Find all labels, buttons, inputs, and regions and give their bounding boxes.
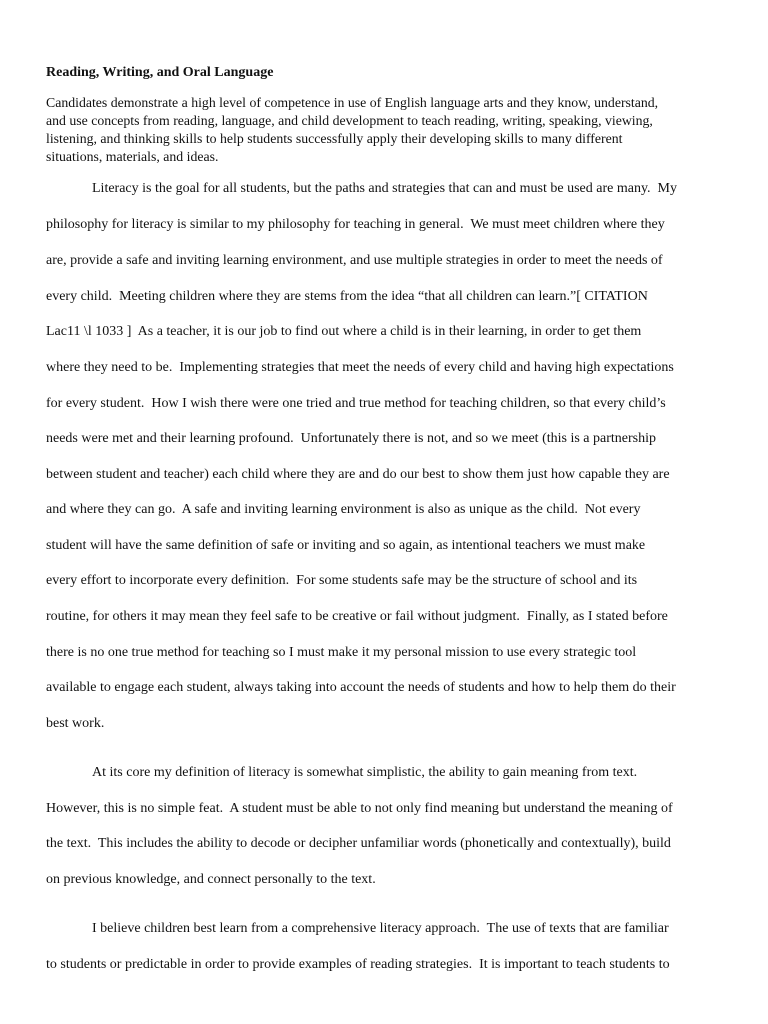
standard-line: Candidates demonstrate a high level of competence in use of English language arts and they know, understand, (46, 95, 659, 110)
paragraph-line: to students or predictable in order to provide examples of reading strategies. It is important to teach students to (46, 957, 670, 972)
paragraph-line: student will have the same definition of safe or inviting and so again, as intentional teachers we must make (46, 538, 646, 553)
paragraph-line: between student and teacher) each child where they are and do our best to show them just how capable they are (46, 467, 670, 482)
paragraph-line: I believe children best learn from a comprehensive literacy approach. The use of texts that are familiar (92, 921, 669, 936)
standard-line: situations, materials, and ideas. (46, 149, 219, 164)
paragraph-line: there is no one true method for teaching so I must make it my personal mission to use every strategic tool (46, 645, 637, 660)
paragraph-line: are, provide a safe and inviting learning environment, and use multiple strategies in order to meet the needs of (46, 253, 663, 268)
standard-line: listening, and thinking skills to help students successfully apply their developing skills to many different (46, 131, 623, 146)
paragraph-line: Literacy is the goal for all students, but the paths and strategies that can and must be used are many. My (92, 181, 677, 196)
paragraph-line: Lac11 \l 1033 ] As a teacher, it is our job to find out where a child is in their learning, in order to get them (46, 324, 642, 339)
standard-statement (46, 94, 736, 166)
paragraph-line: for every student. How I wish there were one tried and true method for teaching children, so that every child’s (46, 396, 666, 411)
paragraph-line: the text. This includes the ability to decode or decipher unfamiliar words (phonetically and contextually), build (46, 836, 671, 851)
paragraph-line: where they need to be. Implementing strategies that meet the needs of every child and having high expectations (46, 360, 674, 375)
section-heading: Reading, Writing, and Oral Language (46, 65, 274, 80)
paragraph-line: every effort to incorporate every definition. For some students safe may be the structure of school and its (46, 573, 638, 588)
paragraph-line: routine, for others it may mean they feel safe to be creative or fail without judgment. Finally, as I stated before (46, 609, 668, 624)
paragraph-line: available to engage each student, always taking into account the needs of students and how to help them do their (46, 680, 676, 695)
paragraph-line: philosophy for literacy is similar to my philosophy for teaching in general. We must meet children where they (46, 217, 665, 232)
paragraph-line: on previous knowledge, and connect personally to the text. (46, 872, 376, 887)
paragraph-line: best work. (46, 716, 105, 731)
paragraph-line: needs were met and their learning profound. Unfortunately there is not, and so we meet (this is a partnership (46, 431, 656, 446)
paragraph-line: At its core my definition of literacy is somewhat simplistic, the ability to gain meaning from text. (92, 765, 638, 780)
paragraph-line: and where they can go. A safe and inviting learning environment is also as unique as the child. Not every (46, 502, 641, 517)
standard-line: and use concepts from reading, language, and child development to teach reading, writing, speaking, viewing, (46, 113, 653, 128)
paragraph-line: every child. Meeting children where they are stems from the idea “that all children can learn.”[ CITATION (46, 289, 648, 304)
paragraph-line: However, this is no simple feat. A student must be able to not only find meaning but understand the meaning of (46, 801, 673, 816)
